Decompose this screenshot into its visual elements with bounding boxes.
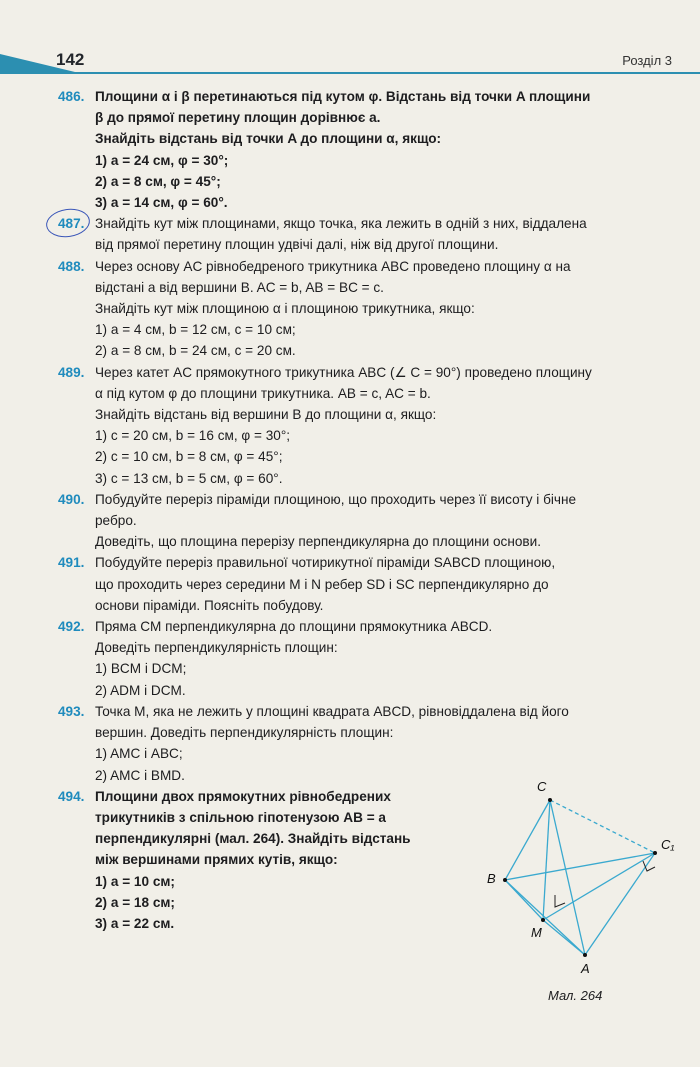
problem-486 bbox=[58, 86, 683, 213]
problem-line: Знайдіть відстань від точки A до площини α, якщо: bbox=[95, 131, 442, 147]
problem-line: Площини α і β перетинаються під кутом φ. Відстань від точки A площини bbox=[95, 89, 591, 104]
vertex-dot bbox=[583, 953, 587, 957]
segment-A-C1 bbox=[585, 853, 655, 955]
problem-488 bbox=[58, 256, 683, 362]
problem-line: Точка M, яка не лежить у площині квадрата ABCD, рівновіддалена від його bbox=[95, 703, 569, 719]
problem-text bbox=[95, 552, 683, 616]
problem-line: 1) a = 4 см, b = 12 см, c = 10 см; bbox=[95, 322, 296, 338]
page-number: 142 bbox=[56, 50, 85, 69]
figure-264 bbox=[475, 775, 690, 1015]
problem-line: Через катет AC прямокутного трикутника ABC (∠ C = 90°) проведено площину bbox=[95, 364, 592, 380]
problem-line: Знайдіть кут між площинами, якщо точка, яка лежить в одній з них, віддалена bbox=[95, 216, 587, 232]
segment-C-A bbox=[550, 800, 585, 955]
right-angle-mark bbox=[555, 895, 565, 907]
problem-490 bbox=[58, 489, 683, 553]
problem-line: вершин. Доведіть перпендикулярність площин: bbox=[95, 725, 394, 741]
problem-text bbox=[95, 362, 683, 489]
problem-line: 2) ADM і DCM. bbox=[95, 682, 186, 698]
problem-text bbox=[95, 256, 683, 362]
vertex-label: A bbox=[581, 961, 590, 976]
problem-line: що проходить через середини M і N ребер SD і SC перпендикулярно до bbox=[95, 576, 549, 592]
vertex-label: C₁ bbox=[661, 837, 675, 852]
problem-line: Доведіть перпендикулярність площин: bbox=[95, 640, 338, 656]
problem-line: від прямої перетину площин удвічі далі, ніж від другої площини. bbox=[95, 237, 499, 253]
segment-C-B bbox=[505, 800, 550, 880]
problem-line: 1) c = 20 см, b = 16 см, φ = 30°; bbox=[95, 428, 291, 444]
problem-line: Знайдіть відстань від вершини B до площини α, якщо: bbox=[95, 407, 437, 423]
figure-caption: Мал. 264 bbox=[548, 988, 603, 1003]
problem-line: Доведіть, що площина перерізу перпендикулярна до площини основи. bbox=[95, 534, 542, 550]
problem-line: β до прямої перетину площин дорівнює a. bbox=[95, 110, 381, 126]
problem-line: Пряма CM перпендикулярна до площини прямокутника ABCD. bbox=[95, 619, 493, 635]
problem-line: Побудуйте переріз піраміди площиною, що проходить через її висоту і бічне bbox=[95, 491, 577, 507]
problem-number: 489. bbox=[58, 364, 85, 380]
problem-line: трикутників з спільною гіпотенузою AB = a bbox=[95, 809, 386, 825]
problem-text bbox=[95, 701, 683, 786]
problem-line: 1) a = 24 см, φ = 30°; bbox=[95, 152, 229, 168]
vertex-label: M bbox=[531, 925, 542, 940]
problem-text bbox=[95, 86, 683, 213]
vertex-dot bbox=[541, 918, 545, 922]
problem-line: 3) c = 13 см, b = 5 см, φ = 60°. bbox=[95, 470, 283, 486]
problem-492 bbox=[58, 616, 683, 701]
problem-line: 1) a = 10 см; bbox=[95, 873, 175, 889]
segment-C-M bbox=[543, 800, 550, 920]
problem-491 bbox=[58, 552, 683, 616]
handwritten-circle-mark bbox=[44, 206, 91, 240]
problem-line: 2) AMC і BMD. bbox=[95, 767, 185, 783]
problem-number: 492. bbox=[58, 619, 85, 635]
segment-C-C1 bbox=[550, 800, 655, 853]
problem-line: 3) a = 22 см. bbox=[95, 915, 175, 931]
problem-line: 1) BCM і DCM; bbox=[95, 661, 187, 677]
problem-line: перпендикулярні (мал. 264). Знайдіть відстань bbox=[95, 831, 411, 847]
problem-line: Через основу AC рівнобедреного трикутника ABC проведено площину α на bbox=[95, 258, 571, 274]
vertex-dot bbox=[503, 878, 507, 882]
problem-line: α під кутом φ до площини трикутника. AB = c, AC = b. bbox=[95, 385, 431, 401]
problem-line: 2) a = 8 см, b = 24 см, c = 20 см. bbox=[95, 343, 296, 359]
problem-number: 488. bbox=[58, 258, 85, 274]
section-label: Розділ 3 bbox=[622, 53, 672, 68]
problem-line: основи піраміди. Поясніть побудову. bbox=[95, 597, 324, 613]
problem-line: 1) AMC і ABC; bbox=[95, 746, 183, 762]
problem-text bbox=[95, 489, 683, 553]
problem-line: 2) a = 18 см; bbox=[95, 894, 175, 910]
problem-487 bbox=[58, 213, 683, 255]
problem-line: між вершинами прямих кутів, якщо: bbox=[95, 852, 338, 868]
problem-line: 2) a = 8 см, φ = 45°; bbox=[95, 173, 221, 189]
vertex-dot bbox=[548, 798, 552, 802]
problem-number: 487. bbox=[58, 216, 85, 232]
header-rule bbox=[0, 72, 700, 74]
problem-text bbox=[95, 616, 683, 701]
problem-line: 2) c = 10 см, b = 8 см, φ = 45°; bbox=[95, 449, 283, 465]
problem-number: 490. bbox=[58, 491, 85, 507]
problem-line: 3) a = 14 см, φ = 60°. bbox=[95, 195, 228, 211]
problem-line: Площини двох прямокутних рівнобедрених bbox=[95, 788, 391, 804]
problem-line: Знайдіть кут між площиною α і площиною трикутника, якщо: bbox=[95, 301, 475, 317]
page-header bbox=[0, 40, 700, 82]
problem-number: 493. bbox=[58, 703, 85, 719]
vertex-label: B bbox=[487, 871, 496, 886]
problem-493 bbox=[58, 701, 683, 786]
vertex-label: C bbox=[537, 779, 547, 794]
problem-line: ребро. bbox=[95, 513, 137, 529]
problem-line: Побудуйте переріз правильної чотирикутної піраміди SABCD площиною, bbox=[95, 555, 556, 571]
vertex-dot bbox=[653, 851, 657, 855]
problem-number: 491. bbox=[58, 555, 85, 571]
problem-number: 494. bbox=[58, 788, 85, 804]
problem-489 bbox=[58, 362, 683, 489]
problem-number: 486. bbox=[58, 89, 85, 104]
problem-line: відстані a від вершини B. AC = b, AB = BC = c. bbox=[95, 279, 384, 295]
problem-text bbox=[95, 213, 683, 255]
